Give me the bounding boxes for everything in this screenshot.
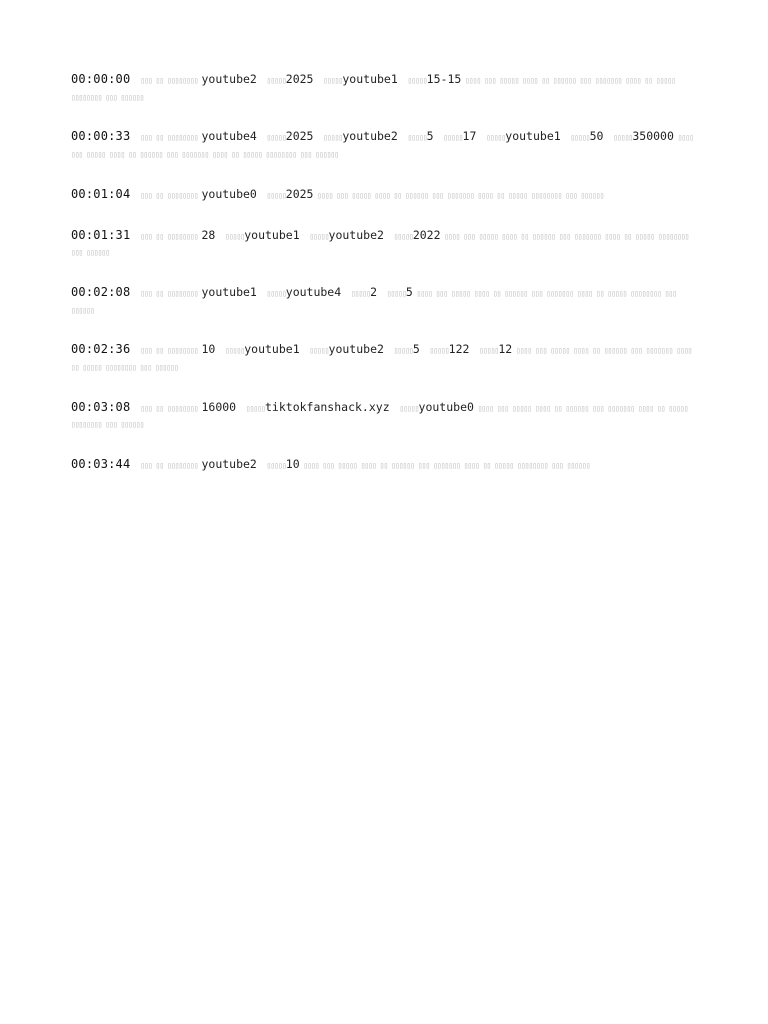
segment-timestamp: 00:00:33 [71,129,131,144]
segment-token: ▯▯▯▯▯ youtube1 [215,228,299,242]
segment-timestamp: 00:00:00 [71,72,131,86]
unrendered-glyphs: ▯▯▯▯ ▯▯▯ ▯▯▯▯▯ ▯▯▯▯ ▯▯ ▯▯▯▯▯▯ ▯▯▯ ▯▯▯▯▯▯▯ ▯▯▯▯ ▯▯ ▯▯▯▯▯ ▯▯▯▯▯▯▯▯ ▯▯▯ ▯▯▯▯▯▯ [313,190,604,200]
segment-token: youtube0 [201,186,257,201]
transcript-segment [71,285,699,318]
unrendered-glyphs: ▯▯▯ ▯▯ ▯▯▯▯▯▯▯▯ [140,76,202,85]
segment-token: ▯▯▯▯▯ 5 [377,285,413,299]
segment-token: youtube2 [201,457,257,472]
unrendered-glyphs: ▯▯▯▯ ▯▯▯ ▯▯▯▯▯ ▯▯▯▯ ▯▯ ▯▯▯▯▯▯ ▯▯▯ ▯▯▯▯▯▯▯ ▯▯▯▯ ▯▯ ▯▯▯▯▯ ▯▯▯▯▯▯▯▯ ▯▯▯ ▯▯▯▯▯▯ [71,76,676,102]
transcript-segment [71,457,699,474]
unrendered-glyphs: ▯▯▯ ▯▯ ▯▯▯▯▯▯▯▯ [140,133,202,143]
segment-token: ▯▯▯▯▯ tiktokfanshack.xyz [236,400,390,414]
transcript-segment [71,342,699,375]
transcript [71,72,699,498]
segment-token: 10 [201,342,216,357]
transcript-segment [71,400,699,433]
segment-timestamp: 00:03:44 [71,457,131,472]
segment-token: ▯▯▯▯▯ 17 [434,129,477,143]
unrendered-glyphs: ▯▯▯ ▯▯ ▯▯▯▯▯▯▯▯ [140,403,202,413]
unrendered-glyphs: ▯▯▯ ▯▯ ▯▯▯▯▯▯▯▯ [140,231,202,241]
segment-text [201,400,473,414]
segment-text [201,342,512,356]
segment-token: ▯▯▯▯▯ 2025 [257,129,314,143]
unrendered-glyphs: ▯▯▯▯ ▯▯▯ ▯▯▯▯▯ ▯▯▯▯ ▯▯ ▯▯▯▯▯▯ ▯▯▯ ▯▯▯▯▯▯▯ ▯▯▯▯ ▯▯ ▯▯▯▯▯ ▯▯▯▯▯▯▯▯ ▯▯▯ ▯▯▯▯▯▯ [71,288,677,315]
unrendered-glyphs: ▯▯▯ ▯▯ ▯▯▯▯▯▯▯▯ [140,288,202,298]
segment-text [201,457,299,471]
segment-token: ▯▯▯▯▯ youtube1 [313,72,397,86]
segment-text [201,129,673,143]
segment-token: ▯▯▯▯▯ 2 [341,285,377,299]
segment-token: ▯▯▯▯▯ 5 [398,129,434,143]
segment-token: youtube1 [201,284,257,299]
segment-token: ▯▯▯▯▯ youtube1 [215,342,299,356]
unrendered-glyphs: ▯▯▯▯ ▯▯▯ ▯▯▯▯▯ ▯▯▯▯ ▯▯ ▯▯▯▯▯▯ ▯▯▯ ▯▯▯▯▯▯▯ ▯▯▯▯ ▯▯ ▯▯▯▯▯ ▯▯▯▯▯▯▯▯ ▯▯▯ ▯▯▯▯▯▯ [71,231,689,258]
unrendered-glyphs: ▯▯▯ ▯▯ ▯▯▯▯▯▯▯▯ [140,346,202,356]
segment-text [201,187,313,201]
segment-timestamp: 00:02:36 [71,342,131,357]
transcript-segment [71,187,699,204]
segment-token: 16000 [201,399,237,414]
segment-text [201,285,412,299]
segment-token: ▯▯▯▯▯ 12 [469,342,512,356]
transcript-segment [71,129,699,162]
segment-timestamp: 00:01:31 [71,227,131,242]
unrendered-glyphs: ▯▯▯ ▯▯ ▯▯▯▯▯▯▯▯ [140,190,202,200]
segment-token: youtube2 [201,72,257,86]
unrendered-glyphs: ▯▯▯ ▯▯ ▯▯▯▯▯▯▯▯ [140,461,202,471]
segment-token: youtube4 [201,129,257,144]
segment-token: ▯▯▯▯▯ 10 [257,457,300,471]
segment-timestamp: 00:01:04 [71,186,131,201]
segment-timestamp: 00:03:08 [71,399,131,414]
segment-token: ▯▯▯▯▯ 2022 [384,228,441,242]
segment-token: ▯▯▯▯▯ youtube2 [300,342,384,356]
unrendered-glyphs: ▯▯▯▯ ▯▯▯ ▯▯▯▯▯ ▯▯▯▯ ▯▯ ▯▯▯▯▯▯ ▯▯▯ ▯▯▯▯▯▯▯ ▯▯▯▯ ▯▯ ▯▯▯▯▯ ▯▯▯▯▯▯▯▯ ▯▯▯ ▯▯▯▯▯▯ [71,403,688,430]
segment-token: ▯▯▯▯▯ youtube0 [390,400,474,414]
segment-timestamp: 00:02:08 [71,284,131,299]
unrendered-glyphs: ▯▯▯▯ ▯▯▯ ▯▯▯▯▯ ▯▯▯▯ ▯▯ ▯▯▯▯▯▯ ▯▯▯ ▯▯▯▯▯▯▯ ▯▯▯▯ ▯▯ ▯▯▯▯▯ ▯▯▯▯▯▯▯▯ ▯▯▯ ▯▯▯▯▯▯ [71,133,693,160]
unrendered-glyphs: ▯▯▯▯ ▯▯▯ ▯▯▯▯▯ ▯▯▯▯ ▯▯ ▯▯▯▯▯▯ ▯▯▯ ▯▯▯▯▯▯▯ ▯▯▯▯ ▯▯ ▯▯▯▯▯ ▯▯▯▯▯▯▯▯ ▯▯▯ ▯▯▯▯▯▯ [71,346,692,373]
segment-token: ▯▯▯▯▯ 2025 [257,187,314,201]
transcript-segment [71,228,699,261]
segment-token: ▯▯▯▯▯ 350000 [603,129,673,143]
segment-token: ▯▯▯▯▯ youtube4 [257,285,341,299]
segment-token: ▯▯▯▯▯ 122 [420,342,470,356]
segment-token: ▯▯▯▯▯ youtube2 [313,129,397,143]
segment-token: ▯▯▯▯▯ youtube2 [300,228,384,242]
segment-text [201,72,461,86]
segment-token: ▯▯▯▯▯ youtube1 [476,129,560,143]
transcript-segment [71,72,699,105]
unrendered-glyphs: ▯▯▯▯ ▯▯▯ ▯▯▯▯▯ ▯▯▯▯ ▯▯ ▯▯▯▯▯▯ ▯▯▯ ▯▯▯▯▯▯▯ ▯▯▯▯ ▯▯ ▯▯▯▯▯ ▯▯▯▯▯▯▯▯ ▯▯▯ ▯▯▯▯▯▯ [299,461,590,471]
segment-token: ▯▯▯▯▯ 50 [561,129,604,143]
segment-text [201,228,440,242]
segment-token: ▯▯▯▯▯ 5 [384,342,420,356]
segment-token: ▯▯▯▯▯ 15-15 [398,72,462,86]
segment-token: ▯▯▯▯▯ 2025 [257,72,314,86]
segment-token: 28 [201,227,216,242]
